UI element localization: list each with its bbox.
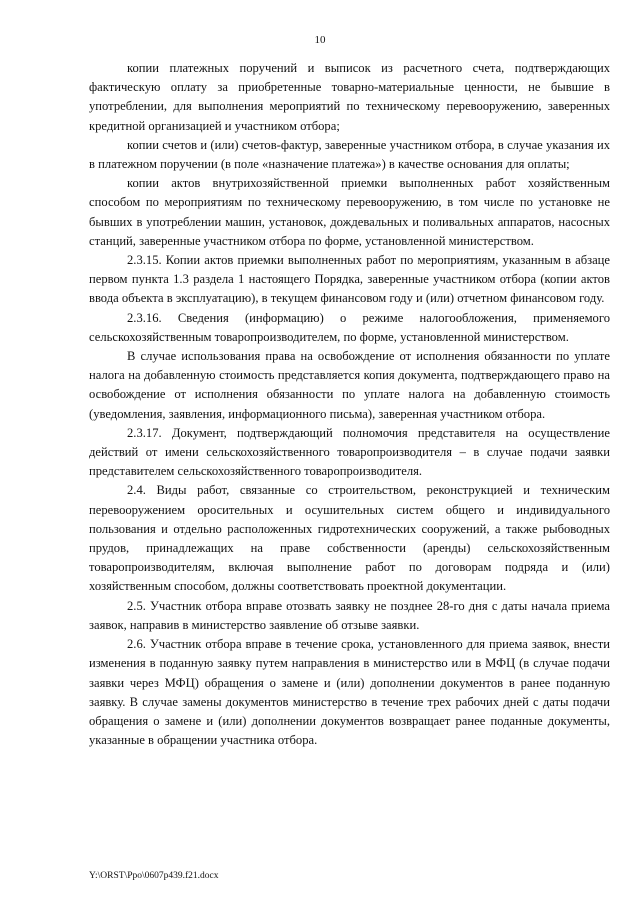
paragraph-2-3-17: 2.3.17. Документ, подтверждающий полномочия представителя на осуществление действий от имени сельскохозяйственного товаропроизводителя – в случае подачи заявки представителем сельскохозяйственного товаропроизводителя. <box>89 425 610 479</box>
paragraph-invoices: копии счетов и (или) счетов-фактур, заверенные участником отбора, в случае указания их в платежном поручении (в поле «назначение платежа») в качестве основания для оплаты; <box>89 137 610 172</box>
paragraph-2-5: 2.5. Участник отбора вправе отозвать заявку не позднее 28-го дня с даты начала приема заявок, направив в министерство заявление об отзыве заявки. <box>89 598 610 632</box>
paragraph-vat-exemption: В случае использования права на освобождение от исполнения обязанности по уплате налога на добавленную стоимость представляется копия документа, подтверждающего право на освобождение от исполнения обязанности по уплате налога на добавленную стоимость (уведомления, заявления, информационного письма), заверенная участником отбора. <box>89 349 610 421</box>
footer-file-path: Y:\ORST\Ppo\0607p439.f21.docx <box>89 871 219 881</box>
paragraph-acceptance-acts: копии актов внутрихозяйственной приемки выполненных работ хозяйственным способом по мероприятиям по техническому перевооружению, в том числе по установке не бывших в употреблении машин, установок, дождевальных и поливальных аппаратов, насосных станций, заверенные участником отбора по форме, установленной министерством. <box>89 176 610 248</box>
page-number: 10 <box>314 34 326 46</box>
paragraph-2-3-15: 2.3.15. Копии актов приемки выполненных работ по мероприятиям, указанным в абзаце первом пункта 1.3 раздела 1 настоящего Порядка, заверенные участником отбора (копии актов ввода объекта в эксплуатацию), в текущем финансовом году и (или) отчетном финансовом году. <box>89 253 610 306</box>
paragraph-payment-orders: копии платежных поручений и выписок из расчетного счета, подтверждающих фактическую оплату за приобретенные товарно-материальные ценности, не бывшие в употреблении, для выполнения мероприятий по техническому перевооружению, заверенных кредитной организацией и участником отбора; <box>89 61 610 133</box>
paragraph-2-3-16: 2.3.16. Сведения (информацию) о режиме налогообложения, применяемого сельскохозяйственным товаропроизводителем, по форме, установленной министерством. <box>89 310 610 344</box>
paragraph-2-4: 2.4. Виды работ, связанные со строительством, реконструкцией и техническим перевооружением оросительных и осушительных систем общего и индивидуального пользования и отдельно расположенных гидротехнических сооружений, а также рыбоводных прудов, принадлежащих на праве собственности (аренды) сельскохозяйственным товаропроизводителям, включая выполнение работ по договорам подряда и (или) хозяйственным способом, должны соответствовать проектной документации. <box>89 483 610 594</box>
paragraph-2-6: 2.6. Участник отбора вправе в течение срока, установленного для приема заявок, внести изменения в поданную заявку путем направления в министерство или в МФЦ (в случае подачи заявки через МФЦ) обращения о замене и (или) дополнении документов в ранее поданную заявку. В случае замены документов министерство в течение трех рабочих дней с даты подачи обращения о замене и (или) дополнении документов возвращает ранее поданные документы, указанные в обращении участника отбора. <box>89 637 610 748</box>
document-body <box>89 59 610 750</box>
